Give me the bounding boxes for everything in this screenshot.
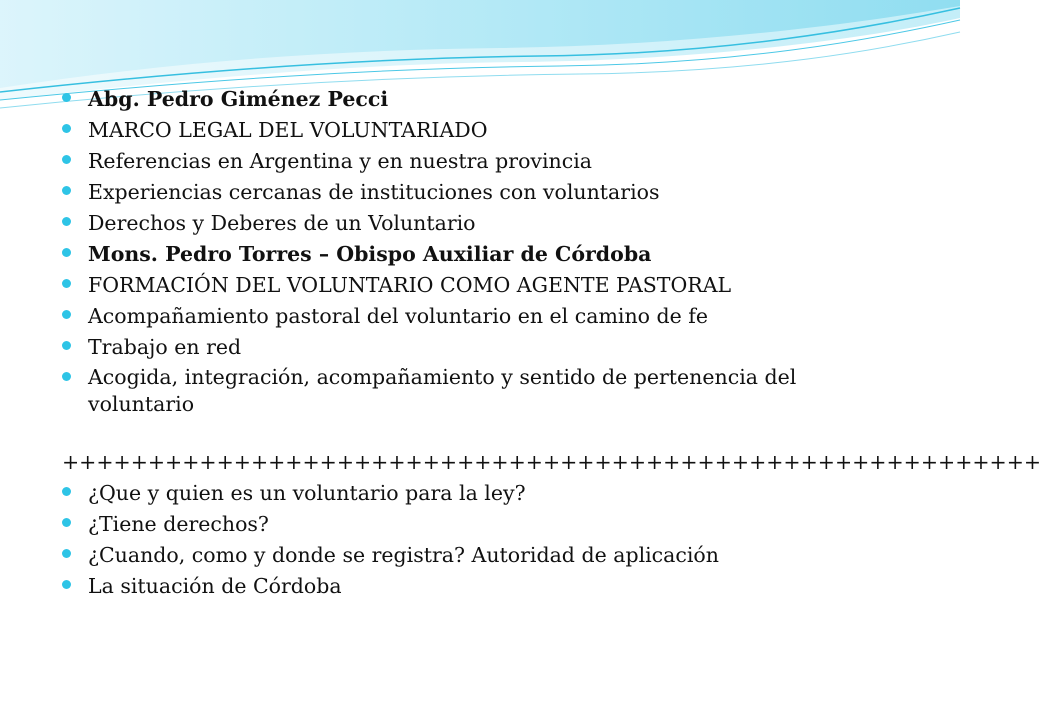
list-item: [62, 270, 892, 301]
bullet-dot-icon: [62, 248, 71, 257]
bullet-dot-icon: [62, 372, 71, 381]
bullet-dot-icon: [62, 518, 71, 527]
separator-line: +++++++++++++++++++++++++++++++++++++++++++++++++++++++++: [62, 450, 1041, 474]
list-item: [62, 115, 892, 146]
list-item-text: Derechos y Deberes de un Voluntario: [88, 211, 476, 235]
list-item-text: Referencias en Argentina y en nuestra provincia: [88, 149, 593, 173]
list-item-text: Acogida, integración, acompañamiento y sentido de pertenencia del voluntario: [88, 365, 797, 416]
slide-content: [62, 84, 1041, 602]
list-item: [62, 478, 892, 509]
spacer: [62, 421, 892, 447]
list-item: [62, 509, 892, 540]
list-item: [62, 363, 892, 421]
list-item: [62, 84, 892, 115]
list-item-text: Trabajo en red: [88, 335, 242, 359]
bullet-dot-icon: [62, 124, 71, 133]
list-item: [62, 208, 892, 239]
bullet-dot-icon: [62, 549, 71, 558]
list-item-text: ¿Cuando, como y donde se registra? Autoridad de aplicación: [88, 543, 719, 567]
bullet-list-section1: [62, 84, 892, 421]
list-item-text: Abg. Pedro Giménez Pecci: [88, 87, 389, 111]
bullet-dot-icon: [62, 93, 71, 102]
list-item-text: La situación de Córdoba: [88, 574, 342, 598]
list-item: [62, 571, 892, 602]
bullet-dot-icon: [62, 487, 71, 496]
bullet-dot-icon: [62, 217, 71, 226]
list-item: [62, 332, 892, 363]
bullet-dot-icon: [62, 279, 71, 288]
bullet-dot-icon: [62, 155, 71, 164]
list-item: [62, 239, 892, 270]
list-item-text: ¿Tiene derechos?: [88, 512, 269, 536]
list-item-text: FORMACIÓN DEL VOLUNTARIO COMO AGENTE PASTORAL: [88, 273, 732, 297]
list-item: [62, 301, 892, 332]
list-item: [62, 146, 892, 177]
bullet-dot-icon: [62, 341, 71, 350]
list-item-text: Acompañamiento pastoral del voluntario en el camino de fe: [88, 304, 708, 328]
bullet-dot-icon: [62, 310, 71, 319]
list-item-text: Mons. Pedro Torres – Obispo Auxiliar de Córdoba: [88, 242, 652, 266]
list-item: [62, 177, 892, 208]
list-item-text: Experiencias cercanas de instituciones con voluntarios: [88, 180, 660, 204]
bullet-list-section2: [62, 478, 892, 602]
bullet-dot-icon: [62, 580, 71, 589]
list-item: [62, 540, 892, 571]
list-item-text: MARCO LEGAL DEL VOLUNTARIADO: [88, 118, 488, 142]
list-item-text: ¿Que y quien es un voluntario para la ley?: [88, 481, 526, 505]
bullet-dot-icon: [62, 186, 71, 195]
